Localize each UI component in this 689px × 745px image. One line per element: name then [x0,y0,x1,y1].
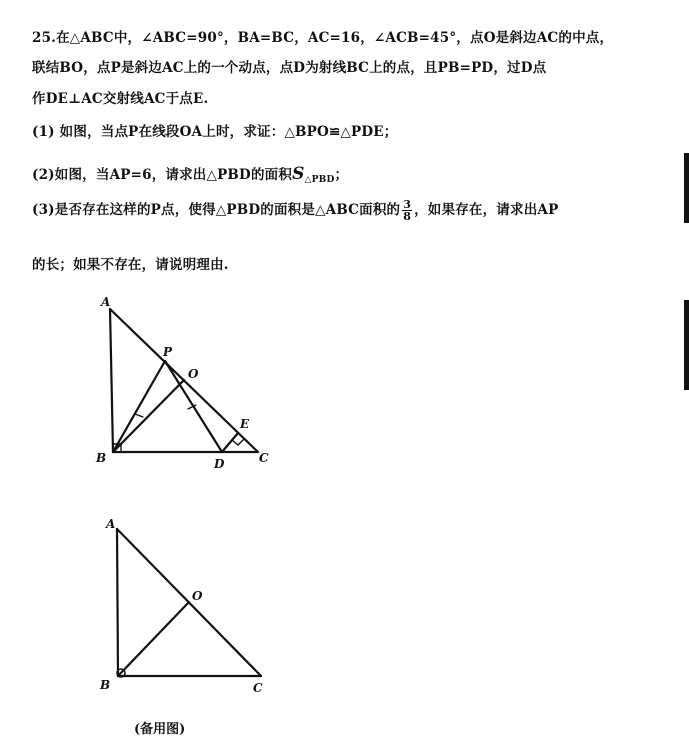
area-subscript: △PBD [304,175,335,185]
question-1: (1) 如图，当点P在线段OA上时，求证：△BPO≌△PDE； [32,124,398,140]
question-3-text: (3)是否存在这样的P点，使得△PBD的面积是△ABC面积的 [32,202,401,218]
question-3-line-2: 的长；如果不存在，请说明理由. [32,257,229,273]
question-2-text: (2)如图，当AP=6，请求出△PBD的面积 [32,167,293,183]
label-B-fig1: B [96,451,107,465]
figure-1 [110,309,258,452]
backup-figure-caption: (备用图) [134,722,186,737]
scan-edge-mark-2 [684,300,689,390]
label-A-fig2: A [106,517,116,531]
label-A-fig1: A [101,295,111,309]
right-angle-mark-E [232,439,244,445]
segment-AB-fig1 [110,309,113,452]
problem-line-2: 联结BO，点P是斜边AC上的一个动点，点D为射线BC上的点，且PB=PD，过D点 [32,60,547,76]
scan-edge-mark-1 [684,153,689,223]
label-E-fig1: E [240,417,250,431]
label-D-fig1: D [214,457,225,471]
question-2-end: ； [334,167,349,183]
label-B-fig2: B [100,678,111,692]
label-P-fig1: P [163,345,173,359]
problem-line-1: 25.在△ABC中，∠ABC=90°，BA=BC，AC=16，∠ACB=45°，点O是斜边AC的中点， [32,30,614,46]
tick-mark-BP [135,414,143,417]
area-symbol: S [292,164,305,184]
label-O-fig2: O [192,589,203,603]
label-C-fig1: C [259,451,269,465]
segment-BO-fig2 [118,602,189,676]
figure-2 [117,529,261,677]
problem-line-3: 作DE⊥AC交射线AC于点E. [32,91,209,107]
fraction-numerator: 3 [403,198,412,211]
label-C-fig2: C [253,681,263,695]
fraction-denominator: 8 [403,210,412,223]
label-O-fig1: O [188,367,199,381]
question-3-end: ，如果存在，请求出AP [414,202,559,218]
segment-AB-fig2 [117,529,118,676]
